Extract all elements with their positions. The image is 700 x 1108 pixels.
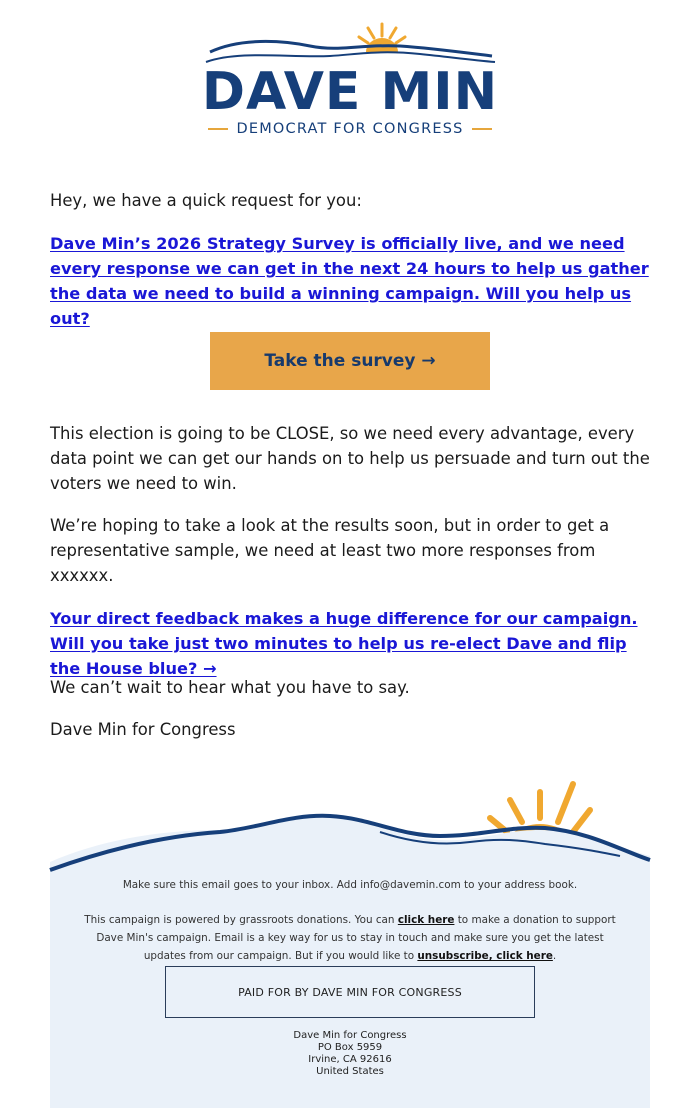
paid-for-disclaimer: PAID FOR BY DAVE MIN FOR CONGRESS [165, 966, 535, 1018]
tagline-text: DEMOCRAT FOR CONGRESS [236, 121, 464, 137]
tagline [0, 120, 700, 138]
paragraph-representative-sample: We’re hoping to take a look at the results soon, but in order to get a representative sample, we need at least two more responses from xxxxxx. [50, 516, 610, 585]
inbox-note: Make sure this email goes to your inbox. Add info@davemin.com to your address book. [122, 879, 578, 891]
tagline-rule-left [208, 128, 228, 130]
greeting: Hey, we have a quick request for you: [50, 191, 362, 210]
tagline-rule-right [472, 128, 492, 130]
donation-text-1: This campaign is powered by grassroots donations. You can [84, 914, 398, 926]
address-city: Irvine, CA 92616 [308, 1054, 392, 1065]
brand-name: DAVE MIN [201, 62, 499, 122]
signature: Dave Min for Congress [50, 720, 236, 739]
donation-text-3: . [552, 950, 557, 962]
donate-link[interactable]: click here [397, 914, 455, 926]
feedback-link[interactable]: Your direct feedback makes a huge difference for our campaign. Will you take just two minutes to help us re-elect Dave and flip the House blue? → [50, 609, 638, 678]
address-po-box: PO Box 5959 [317, 1042, 383, 1053]
donation-text-2: to make a donation to support Dave Min's campaign. Email is a key way for us to stay in touch and make sure you get the latest updates from our campaign. But if you would like to [96, 914, 616, 962]
closing-line: We can’t wait to hear what you have to say. [50, 678, 410, 697]
email-header [0, 0, 700, 150]
survey-link[interactable]: Dave Min’s 2026 Strategy Survey is officially live, and we need every response we can get in the next 24 hours to help us gather the data we need to build a winning campaign. Will you help us out? [50, 234, 649, 328]
address-country: United States [316, 1066, 384, 1077]
donation-note [50, 911, 650, 965]
unsubscribe-link[interactable]: unsubscribe, click here [417, 950, 553, 962]
address-name: Dave Min for Congress [293, 1030, 407, 1041]
footer-wave-sun-icon [0, 770, 700, 880]
paragraph-close-election: This election is going to be CLOSE, so we need every advantage, every data point we can get our hands on to help us persuade and turn out the voters we need to win. [50, 424, 650, 493]
take-survey-button[interactable]: Take the survey → [210, 332, 490, 390]
